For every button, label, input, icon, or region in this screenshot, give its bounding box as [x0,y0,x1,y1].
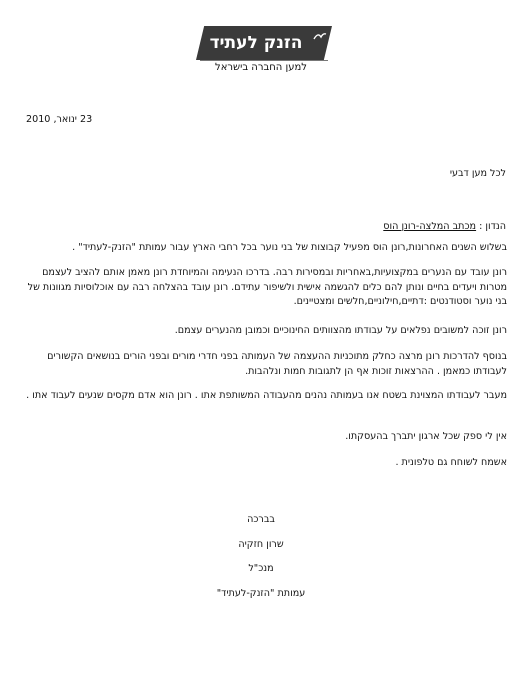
paragraph-3: רונן זוכה למשובים נפלאים על עבודתו מהצוותים החינוכיים וכמובן מהנערים עצמם. [174,325,507,336]
letter-recipient: לכל מען דבעי [449,168,506,179]
signature-title: מנכ"ל [248,563,274,574]
bird-icon [312,30,328,44]
paragraph-1: בשלוש השנים האחרונות,רונן הוס מפעיל קבוצות של בני נוער בכל רחבי הארץ עבור עמותת "הזנק-לעתיד" . [72,242,507,253]
paragraph-7: אשמח לשוחח גם טלפונית . [395,457,507,468]
logo-name: הזנק לעתיד [209,33,303,53]
paragraph-4: בנוסף להדרכות רונן מרצה כחלק מתוכניות ההעצמה של העמותה בפני חדרי מורים ובפני הורים בנושאים הקשורים לעבודתו כמאמן . ההרצאות זוכות אף הן לתגובות חמות ונלהבות. [47,351,507,377]
signature-org: עמותת "הזנק-לעתיד" [216,588,306,599]
paragraph-5: מעבר לעבודתו המצוינת בשטח אנו בעמותה נהנים מהעבודה המשותפת אתו . רונן הוא אדם מקסים שנעים לעבוד אתו . [26,390,507,401]
paragraph-2: רונן עובד עם הנערים במקצועיות,באחריות ובמסירות רבה. בדרכו הנעימה והמיוחדת רונן מאמן אותם להציב לעצמם מטרות ויעדים בחיים ונותן להם כלים להגשמה אישית ולשיפור עתידם. רונן עובד בהצלחה רבה עם אוכלוסיות מגוונות של בני נוער וסטודנטים :דתיים,חילוניים,חלשים ומצטיינים. [27,267,507,307]
signature-name: שרון חזקיה [238,539,284,550]
letter-date: 23 ינואר, 2010 [26,114,93,125]
logo-tagline: למען החברה בישראל [215,62,307,73]
letter-subject [383,220,506,234]
signature-closing: בברכה [247,514,275,525]
logo-divider [200,60,328,61]
paragraph-6: אין לי ספק שכל ארגון יתברך בהעסקתו. [345,431,507,442]
subject-label: הנדון : [479,221,506,232]
subject-text: מכתב המלצה-רונן הוס [383,221,477,232]
